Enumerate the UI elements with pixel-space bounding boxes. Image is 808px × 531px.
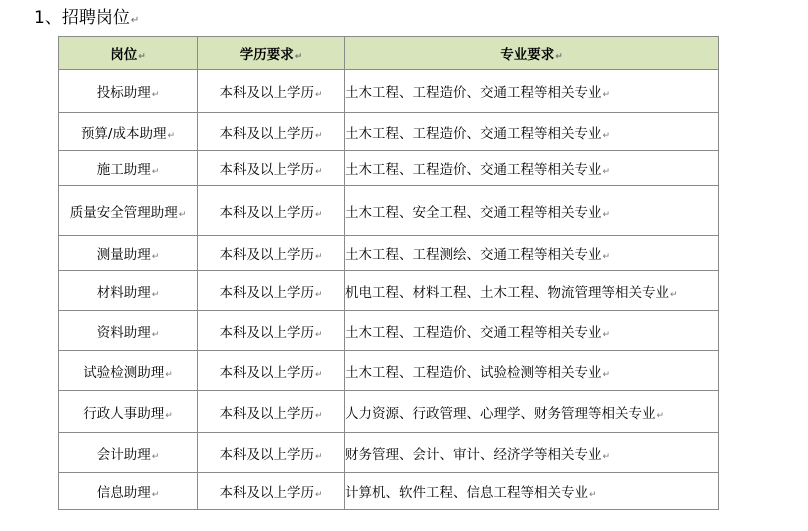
cell-position: 材料助理↵ <box>59 271 198 311</box>
table-row <box>59 311 719 351</box>
paragraph-mark-icon: ↵ <box>314 130 323 141</box>
header-education: 学历要求↵ <box>198 37 345 70</box>
header-major: 专业要求↵ <box>345 37 719 70</box>
paragraph-mark-icon: ↵ <box>314 90 323 100</box>
paragraph-mark-icon: ↵ <box>151 329 160 340</box>
table-row <box>59 433 719 473</box>
cell-position: 行政人事助理↵ <box>59 391 198 433</box>
table-header-row <box>59 37 719 70</box>
cell-major: 土木工程、工程造价、交通工程等相关专业↵ <box>345 311 719 351</box>
paragraph-mark-icon: ↵ <box>130 15 140 26</box>
cell-major: 土木工程、工程造价、交通工程等相关专业↵ <box>345 113 719 151</box>
paragraph-mark-icon: ↵ <box>151 167 160 177</box>
cell-position: 预算/成本助理↵ <box>59 113 198 151</box>
cell-major: 土木工程、安全工程、交通工程等相关专业↵ <box>345 186 719 236</box>
table-row <box>59 391 719 433</box>
cell-major: 土木工程、工程造价、交通工程等相关专业↵ <box>345 151 719 186</box>
paragraph-mark-icon: ↵ <box>151 289 160 300</box>
section-heading <box>34 6 139 33</box>
paragraph-mark-icon: ↵ <box>314 410 323 421</box>
table-row <box>59 351 719 391</box>
paragraph-mark-icon: ↵ <box>314 167 323 177</box>
cell-major: 土木工程、工程造价、试验检测等相关专业↵ <box>345 351 719 391</box>
cell-major: 财务管理、会计、审计、经济学等相关专业↵ <box>345 433 719 473</box>
paragraph-mark-icon: ↵ <box>314 451 323 462</box>
paragraph-mark-icon: ↵ <box>151 451 160 462</box>
cell-education: 本科及以上学历↵ <box>198 70 345 113</box>
paragraph-mark-icon: ↵ <box>589 490 597 500</box>
heading-text: 1、招聘岗位 <box>34 8 130 28</box>
cell-major: 土木工程、工程造价、交通工程等相关专业↵ <box>345 70 719 113</box>
cell-position: 施工助理↵ <box>59 151 198 186</box>
cell-education: 本科及以上学历↵ <box>198 113 345 151</box>
table-row <box>59 271 719 311</box>
cell-education: 本科及以上学历↵ <box>198 351 345 391</box>
paragraph-mark-icon: ↵ <box>151 252 160 262</box>
cell-major: 土木工程、工程测绘、交通工程等相关专业↵ <box>345 236 719 271</box>
paragraph-mark-icon: ↵ <box>602 451 611 462</box>
paragraph-mark-icon: ↵ <box>314 490 323 500</box>
cell-education: 本科及以上学历↵ <box>198 151 345 186</box>
paragraph-mark-icon: ↵ <box>314 369 323 380</box>
header-position: 岗位↵ <box>59 37 198 70</box>
cell-position: 测量助理↵ <box>59 236 198 271</box>
table-row <box>59 473 719 510</box>
paragraph-mark-icon: ↵ <box>165 410 173 421</box>
paragraph-mark-icon: ↵ <box>151 490 160 500</box>
paragraph-mark-icon: ↵ <box>314 252 323 262</box>
cell-education: 本科及以上学历↵ <box>198 391 345 433</box>
cell-education: 本科及以上学历↵ <box>198 311 345 351</box>
cell-major: 机电工程、材料工程、土木工程、物流管理等相关专业↵ <box>345 271 719 311</box>
cell-education: 本科及以上学历↵ <box>198 433 345 473</box>
table-row <box>59 70 719 113</box>
cell-education: 本科及以上学历↵ <box>198 473 345 510</box>
paragraph-mark-icon: ↵ <box>670 289 678 300</box>
table-row <box>59 186 719 236</box>
cell-major: 人力资源、行政管理、心理学、财务管理等相关专业↵ <box>345 391 719 433</box>
paragraph-mark-icon: ↵ <box>167 130 176 141</box>
paragraph-mark-icon: ↵ <box>602 369 611 380</box>
paragraph-mark-icon: ↵ <box>602 90 611 100</box>
paragraph-mark-icon: ↵ <box>602 209 611 220</box>
paragraph-mark-icon: ↵ <box>602 252 611 262</box>
table-row <box>59 113 719 151</box>
paragraph-mark-icon: ↵ <box>314 209 323 220</box>
recruitment-table <box>58 36 719 510</box>
paragraph-mark-icon: ↵ <box>602 130 611 141</box>
cell-education: 本科及以上学历↵ <box>198 186 345 236</box>
cell-position: 质量安全管理助理↵ <box>59 186 198 236</box>
paragraph-mark-icon: ↵ <box>602 167 611 177</box>
cell-position: 信息助理↵ <box>59 473 198 510</box>
paragraph-mark-icon: ↵ <box>165 369 173 380</box>
paragraph-mark-icon: ↵ <box>178 209 187 220</box>
cell-position: 试验检测助理↵ <box>59 351 198 391</box>
paragraph-mark-icon: ↵ <box>314 329 323 340</box>
table-row <box>59 236 719 271</box>
cell-education: 本科及以上学历↵ <box>198 236 345 271</box>
paragraph-mark-icon: ↵ <box>602 329 611 340</box>
paragraph-mark-icon: ↵ <box>314 289 323 300</box>
paragraph-mark-icon: ↵ <box>656 410 665 421</box>
paragraph-mark-icon: ↵ <box>151 90 160 100</box>
cell-position: 资料助理↵ <box>59 311 198 351</box>
cell-education: 本科及以上学历↵ <box>198 271 345 311</box>
cell-position: 会计助理↵ <box>59 433 198 473</box>
table-row <box>59 151 719 186</box>
cell-position: 投标助理↵ <box>59 70 198 113</box>
cell-major: 计算机、软件工程、信息工程等相关专业↵ <box>345 473 719 510</box>
